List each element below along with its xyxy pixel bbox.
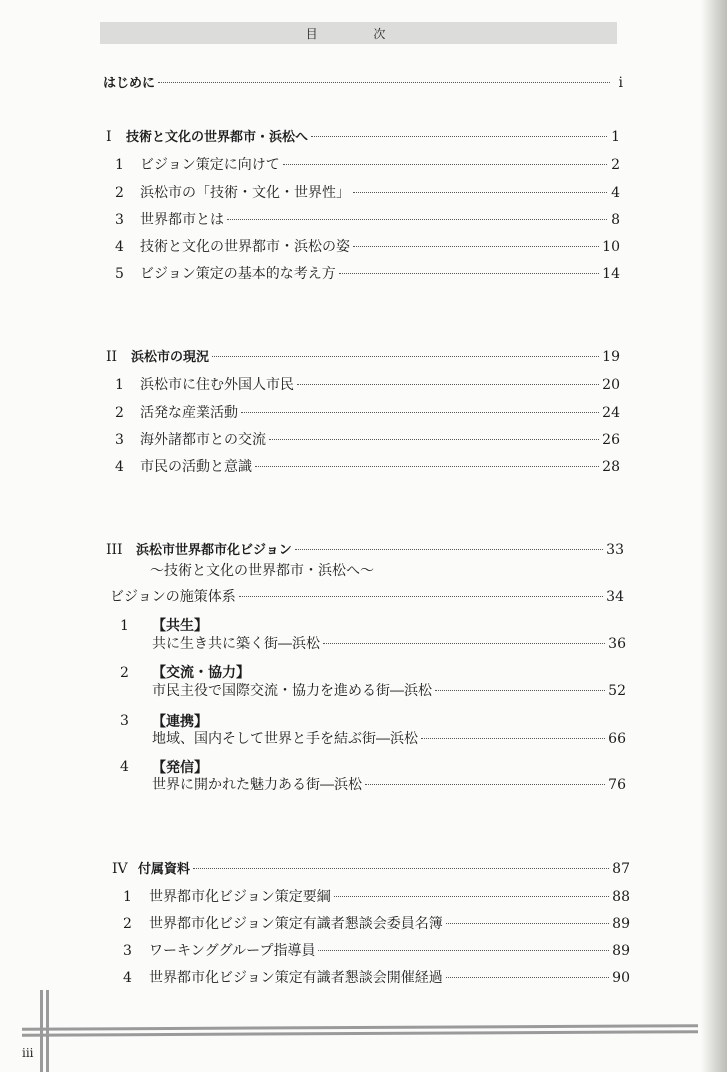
leader-dots: [255, 466, 599, 467]
item-title: 世界都市とは: [140, 212, 224, 228]
footer-vertical-rule: [40, 990, 43, 1072]
item-num: 2: [115, 405, 124, 421]
section-subtitle: ～技術と文化の世界都市・浜松へ～: [150, 563, 374, 579]
item-num: 4: [115, 459, 124, 475]
entry-page: i: [618, 75, 623, 91]
section-page: 33: [606, 542, 624, 558]
item-num: 2: [120, 665, 129, 681]
section-num: II: [106, 349, 118, 365]
toc-item[interactable]: [115, 209, 620, 229]
item-title: 浜松市の「技術・文化・世界性」: [140, 185, 350, 201]
item-num: 2: [115, 185, 124, 201]
item-title: 世界に開かれた魅力ある街―浜松: [152, 777, 362, 793]
item-page: 90: [612, 970, 630, 986]
toc-item[interactable]: [123, 886, 630, 906]
item-num: 4: [123, 970, 132, 986]
leader-dots: [353, 246, 599, 247]
toc-item[interactable]: [115, 154, 620, 174]
leader-dots: [365, 784, 605, 785]
section-page: 87: [612, 861, 630, 877]
toc-item[interactable]: [115, 456, 620, 476]
toc-section-1[interactable]: [106, 126, 620, 145]
section-page: 1: [611, 129, 620, 145]
item-title: 共に生き共に築く街―浜松: [152, 636, 320, 652]
toc-item[interactable]: [115, 263, 620, 283]
item-page: 4: [611, 185, 620, 201]
item-label: 【交流・協力】: [152, 665, 250, 681]
toc-entry-intro[interactable]: [103, 72, 623, 91]
leader-dots: [311, 136, 607, 137]
item-page: 20: [602, 377, 620, 393]
toc-policy-entry[interactable]: [110, 586, 624, 606]
item-title: 市民の活動と意識: [140, 459, 252, 475]
toc-item[interactable]: [123, 913, 630, 933]
toc-item[interactable]: [115, 402, 620, 422]
item-num: 1: [115, 377, 124, 393]
toc-item[interactable]: [115, 182, 620, 202]
item-title: ワーキンググループ指導員: [149, 943, 316, 959]
footer-vertical-rule: [46, 990, 49, 1072]
leader-dots: [339, 273, 599, 274]
policy-title: ビジョンの施策体系: [110, 589, 236, 605]
item-page: 89: [612, 943, 630, 959]
toc-item[interactable]: [120, 665, 626, 700]
leader-dots: [227, 219, 607, 220]
item-label: 【連携】: [152, 714, 208, 730]
page-edge-shadow: [701, 0, 727, 1072]
leader-dots: [318, 950, 609, 951]
leader-dots: [212, 356, 599, 357]
entry-title: はじめに: [103, 76, 156, 91]
section-num: I: [106, 129, 112, 145]
item-num: 3: [115, 212, 124, 228]
policy-page: 34: [606, 589, 624, 605]
toc-item[interactable]: [115, 236, 620, 256]
item-num: 1: [123, 889, 132, 905]
leader-dots: [446, 923, 609, 924]
item-num: 1: [115, 157, 124, 173]
item-num: 5: [115, 266, 124, 282]
item-title: 海外諸都市との交流: [140, 432, 266, 448]
item-num: 1: [120, 618, 129, 634]
leader-dots: [421, 738, 605, 739]
item-num: 4: [120, 759, 129, 775]
footer-horizontal-rule: [22, 1030, 698, 1037]
section-title: 付属資料: [138, 862, 191, 877]
item-page: 26: [602, 432, 620, 448]
item-title: 世界都市化ビジョン策定有識者懇談会開催経過: [149, 970, 443, 986]
item-page: 36: [608, 636, 626, 652]
item-label: 【共生】: [152, 618, 208, 634]
toc-section-4[interactable]: [112, 858, 630, 877]
item-page: 2: [611, 157, 620, 173]
leader-dots: [353, 192, 607, 193]
leader-dots: [323, 643, 605, 644]
item-title: 浜松市に住む外国人市民: [140, 377, 294, 393]
item-title: 市民主役で国際交流・協力を進める街―浜松: [152, 683, 432, 699]
footer-page-number: iii: [22, 1046, 34, 1060]
toc-item[interactable]: [115, 429, 620, 449]
item-page: 14: [602, 266, 620, 282]
item-title: 地域、国内そして世界と手を結ぶ街―浜松: [152, 731, 418, 747]
item-page: 66: [608, 731, 626, 747]
toc-item[interactable]: [115, 374, 620, 394]
item-num: 3: [123, 943, 132, 959]
item-title: ビジョン策定の基本的な考え方: [140, 266, 336, 282]
toc-item[interactable]: [123, 967, 630, 987]
leader-dots: [239, 596, 603, 597]
item-num: 4: [115, 239, 124, 255]
item-num: 3: [115, 432, 124, 448]
leader-dots: [193, 868, 609, 869]
leader-dots: [283, 164, 607, 165]
item-page: 52: [608, 683, 626, 699]
section-page: 19: [602, 349, 620, 365]
item-num: 2: [123, 916, 132, 932]
section-title: 浜松市の現況: [131, 350, 210, 365]
toc-section-2[interactable]: [106, 346, 620, 365]
leader-dots: [158, 82, 610, 83]
item-page: 28: [602, 459, 620, 475]
item-page: 88: [612, 889, 630, 905]
leader-dots: [269, 439, 599, 440]
section-num: IV: [112, 861, 128, 877]
toc-title: 目 次: [305, 26, 412, 41]
toc-section-3[interactable]: [106, 539, 624, 558]
leader-dots: [435, 690, 605, 691]
leader-dots: [334, 896, 609, 897]
section-title: 技術と文化の世界都市・浜松へ: [126, 130, 309, 145]
item-title: ビジョン策定に向けて: [140, 157, 280, 173]
item-page: 24: [602, 405, 620, 421]
section-title: 浜松市世界都市化ビジョン: [136, 543, 292, 558]
item-page: 89: [612, 916, 630, 932]
toc-item[interactable]: [123, 940, 630, 960]
item-title: 活発な産業活動: [140, 405, 238, 421]
leader-dots: [297, 384, 599, 385]
item-page: 76: [608, 777, 626, 793]
leader-dots: [295, 549, 603, 550]
item-page: 10: [602, 239, 620, 255]
item-title: 世界都市化ビジョン策定要綱: [149, 889, 331, 905]
item-title: 技術と文化の世界都市・浜松の姿: [140, 239, 350, 255]
leader-dots: [446, 977, 609, 978]
item-title: 世界都市化ビジョン策定有識者懇談会委員名簿: [149, 916, 443, 932]
leader-dots: [241, 412, 599, 413]
section-num: III: [106, 542, 123, 558]
item-label: 【発信】: [152, 760, 208, 776]
item-num: 3: [120, 713, 129, 729]
toc-header: [100, 22, 617, 44]
item-page: 8: [611, 212, 620, 228]
